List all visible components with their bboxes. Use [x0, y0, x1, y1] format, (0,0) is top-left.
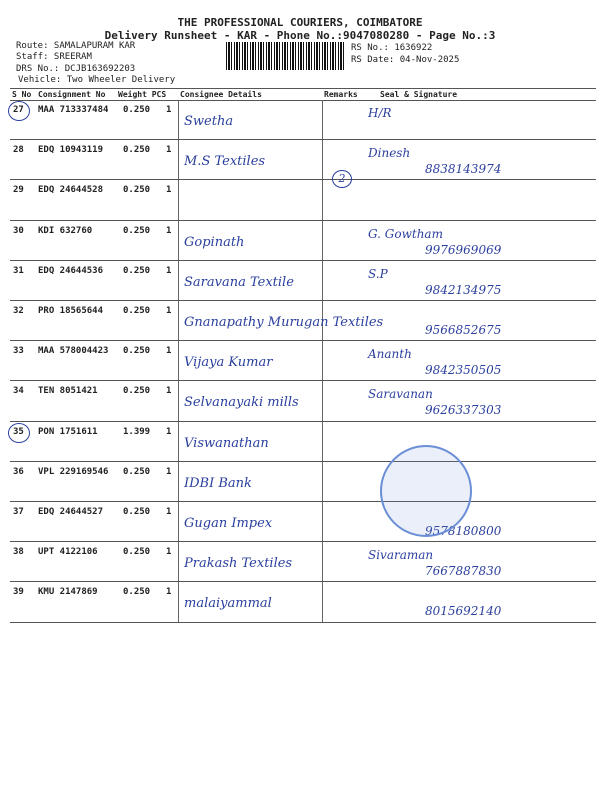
sno-cell: 39 — [13, 587, 24, 598]
weight-cell: 0.250 — [123, 265, 151, 276]
table-row — [0, 542, 600, 582]
vehicle-label: Vehicle: Two Wheeler Delivery — [18, 75, 176, 85]
pcs-cell: 1 — [166, 346, 172, 357]
table-row — [0, 422, 600, 462]
consignment-cell: TEN 8051421 — [38, 386, 98, 397]
weight-cell: 0.250 — [123, 145, 151, 156]
weight-cell: 0.250 — [123, 346, 151, 357]
table-row — [0, 180, 600, 220]
consignee-cell: malaiyammal — [184, 596, 272, 612]
sno-cell: 38 — [13, 547, 24, 558]
sno-cell: 37 — [13, 507, 24, 517]
consignment-cell: KDI 632760 — [38, 225, 93, 236]
table-row — [0, 502, 600, 542]
consignment-cell: VPL 229169546 — [38, 466, 109, 477]
sno-cell: 31 — [13, 265, 24, 276]
consignment-cell: PON 1751611 — [38, 426, 98, 437]
phone-cell: 7667887830 — [425, 564, 502, 579]
pcs-cell: 1 — [166, 547, 172, 558]
consignee-cell: IDBI Bank — [184, 475, 252, 491]
sno-cell: 36 — [13, 466, 24, 477]
table-row — [0, 221, 600, 261]
phone-cell: 8838143974 — [425, 162, 502, 177]
pcs-cell: 1 — [166, 225, 172, 236]
signature-cell: H/R — [368, 106, 392, 120]
col-weight-pcs: Weight PCS — [118, 90, 167, 99]
table-row — [0, 462, 600, 502]
runsheet-title: Delivery Runsheet - KAR - Phone No.:9047080280 - Page No.:3 — [104, 29, 496, 42]
consignee-cell: Vijaya Kumar — [184, 355, 273, 371]
pcs-cell: 1 — [166, 587, 172, 598]
consignee-cell: Viswanathan — [184, 435, 269, 451]
col-remarks: Remarks — [324, 90, 358, 99]
signature-cell: Dinesh — [368, 146, 411, 161]
consignment-cell: MAA 578004423 — [38, 346, 109, 357]
consignment-cell: EDQ 24644527 — [38, 507, 104, 517]
table-row — [0, 100, 600, 140]
weight-cell: 0.250 — [123, 105, 151, 115]
consignment-cell: EDQ 24644528 — [38, 185, 104, 196]
consignee-cell: Gugan Impex — [184, 516, 273, 531]
weight-cell: 0.250 — [123, 306, 151, 316]
pcs-cell: 1 — [166, 466, 172, 477]
pcs-cell: 1 — [166, 185, 172, 196]
company-title: THE PROFESSIONAL COURIERS, COIMBATORE — [177, 16, 423, 29]
consignment-cell: UPT 4122106 — [38, 547, 98, 558]
consignment-cell: EDQ 24644536 — [38, 265, 104, 276]
phone-cell: 9976969069 — [425, 242, 502, 257]
weight-cell: 0.250 — [123, 547, 151, 558]
weight-cell: 0.250 — [123, 587, 151, 598]
signature-cell: Sivaraman — [368, 548, 434, 563]
sno-cell: 29 — [13, 185, 24, 196]
sno-cell: 33 — [13, 346, 24, 357]
consignment-cell: MAA 713337484 — [38, 105, 109, 115]
staff-label: Staff: SREERAM — [16, 52, 92, 62]
pcs-cell: 1 — [166, 105, 172, 115]
consignee-cell: Gnanapathy Murugan Textiles — [184, 315, 384, 330]
weight-cell: 0.250 — [123, 507, 151, 517]
table-row — [0, 341, 600, 381]
consignee-cell: Prakash Textiles — [184, 556, 293, 572]
row-circle-mark — [8, 101, 30, 121]
pcs-cell: 1 — [166, 306, 172, 316]
sno-cell: 35 — [13, 426, 24, 437]
sno-cell: 27 — [13, 105, 24, 115]
phone-cell: 9578180800 — [425, 524, 502, 538]
weight-cell: 0.250 — [123, 225, 151, 236]
phone-cell: 9566852675 — [425, 323, 502, 337]
table-row — [0, 301, 600, 341]
table-row — [0, 261, 600, 301]
col-consignment: Consignment No — [38, 90, 106, 99]
delivery-stamp — [380, 445, 472, 537]
consignee-cell: Saravana Textile — [184, 274, 294, 290]
weight-cell: 0.250 — [123, 466, 151, 477]
phone-cell: 8015692140 — [425, 604, 502, 619]
signature-cell: G. Gowtham — [368, 226, 443, 241]
consignee-cell: Gopinath — [184, 234, 245, 250]
pcs-cell: 1 — [166, 145, 172, 156]
phone-cell: 9626337303 — [425, 403, 502, 418]
pcs-cell: 1 — [166, 386, 172, 397]
row-divider — [10, 622, 596, 623]
pcs-cell: 1 — [166, 426, 172, 437]
col-seal-signature: Seal & Signature — [380, 90, 458, 99]
consignee-cell: Selvanayaki mills — [184, 395, 299, 411]
signature-cell: Ananth — [368, 347, 412, 362]
weight-cell: 0.250 — [123, 386, 151, 397]
remarks-mark: 2 — [332, 170, 352, 188]
rs-number: RS No.: 1636922 — [351, 43, 433, 53]
consignment-cell: KMU 2147869 — [38, 587, 98, 598]
pcs-cell: 1 — [166, 507, 172, 517]
table-row — [0, 582, 600, 622]
table-row — [0, 381, 600, 421]
barcode — [226, 42, 346, 70]
rs-date: RS Date: 04-Nov-2025 — [351, 55, 460, 65]
sno-cell: 30 — [13, 225, 24, 236]
table-row — [0, 140, 600, 180]
phone-cell: 9842350505 — [425, 363, 502, 378]
route-label: Route: SAMALAPURAM KAR — [16, 41, 136, 51]
pcs-cell: 1 — [166, 265, 172, 276]
col-sno: S No — [12, 90, 32, 99]
consignee-cell: M.S Textiles — [184, 154, 266, 170]
sno-cell: 32 — [13, 306, 24, 316]
consignment-cell: EDQ 10943119 — [38, 145, 104, 156]
sno-cell: 34 — [13, 386, 24, 397]
weight-cell: 0.250 — [123, 185, 151, 196]
weight-cell: 1.399 — [123, 426, 151, 437]
row-circle-mark — [8, 423, 30, 443]
sno-cell: 28 — [13, 145, 24, 156]
signature-cell: S.P — [368, 266, 388, 281]
consignment-cell: PRO 18565644 — [38, 306, 104, 316]
signature-cell: Saravanan — [368, 387, 433, 402]
consignee-cell: Swetha — [184, 114, 234, 129]
phone-cell: 9842134975 — [425, 282, 502, 297]
drs-number: DRS No.: DCJB163692203 — [16, 64, 136, 74]
col-consignee: Consignee Details — [180, 90, 262, 99]
